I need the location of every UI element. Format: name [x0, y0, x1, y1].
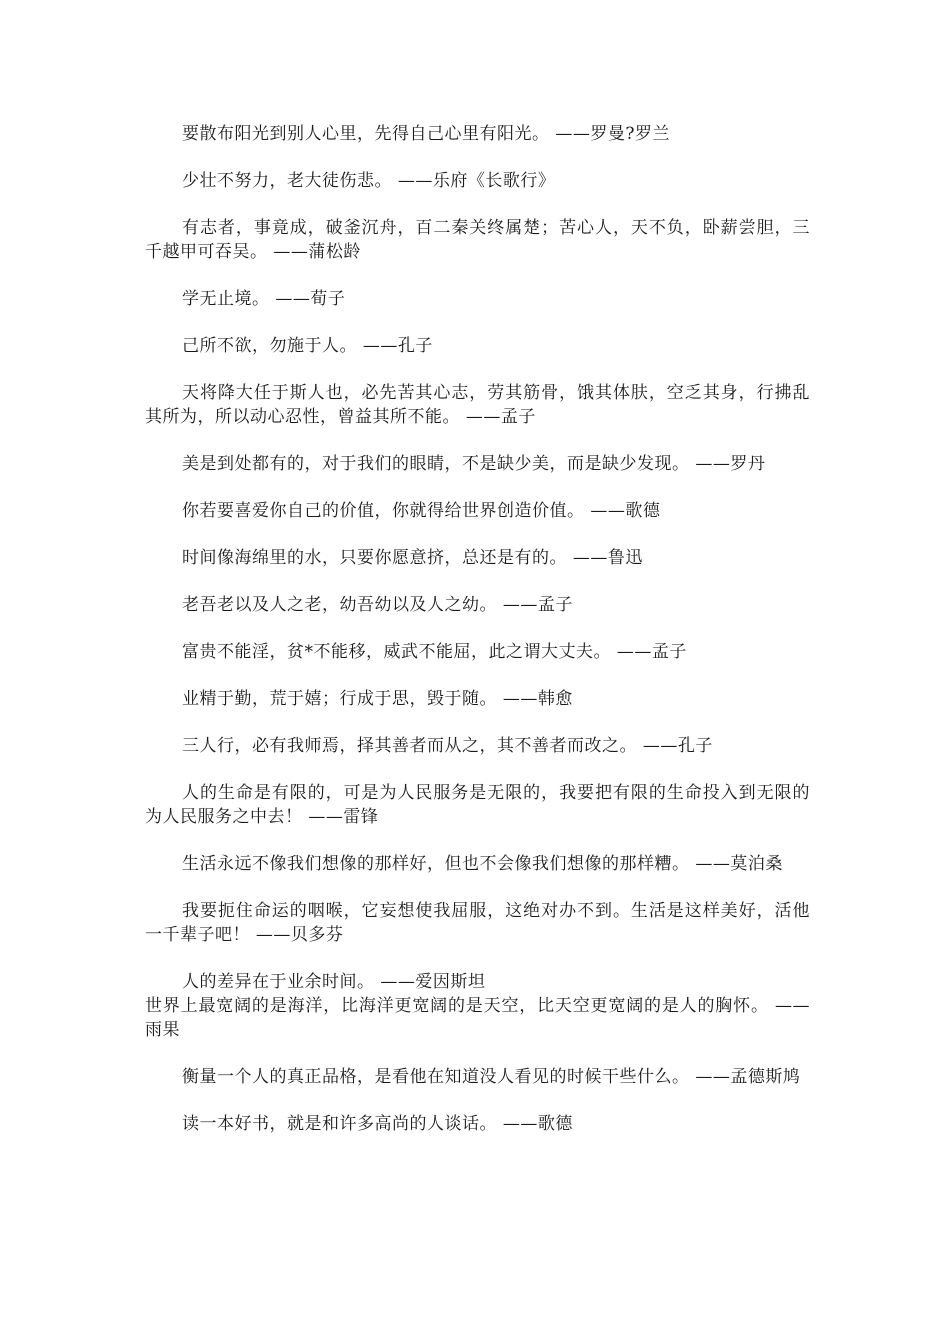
- quote-paragraph: 有志者，事竟成，破釜沉舟，百二秦关终属楚；苦心人，天不负，卧薪尝胆，三千越甲可吞吴。 ——蒲松龄: [145, 218, 810, 262]
- quote-paragraph: 人的差异在于业余时间。 ——爱因斯坦: [182, 972, 486, 992]
- quote-paragraph: 天将降大任于斯人也，必先苦其心志，劳其筋骨，饿其体肤，空乏其身，行拂乱其所为，所以动心忍性，曾益其所不能。 ——孟子: [145, 383, 810, 427]
- quote-paragraph: 衡量一个人的真正品格，是看他在知道没人看见的时候干些什么。 ——孟德斯鸠: [182, 1067, 801, 1087]
- quote-paragraph: 人的生命是有限的，可是为人民服务是无限的，我要把有限的生命投入到无限的为人民服务之中去！ ——雷锋: [145, 783, 810, 827]
- quote-paragraph: 业精于勤，荒于嬉；行成于思，毁于随。 ——韩愈: [182, 689, 573, 709]
- quote-paragraph: 读一本好书，就是和许多高尚的人谈话。 ——歌德: [182, 1114, 573, 1134]
- quote-paragraph: 时间像海绵里的水，只要你愿意挤，总还是有的。 ——鲁迅: [182, 548, 643, 568]
- quote-paragraph: 老吾老以及人之老，幼吾幼以及人之幼。 ——孟子: [182, 595, 573, 615]
- quote-paragraph: 富贵不能淫，贫*不能移，威武不能屈，此之谓大丈夫。 ——孟子: [182, 642, 687, 662]
- quote-paragraph: 少壮不努力，老大徒伤悲。 ——乐府《长歌行》: [182, 171, 556, 191]
- quote-paragraph: 世界上最宽阔的是海洋，比海洋更宽阔的是天空，比天空更宽阔的是人的胸怀。 ——雨果: [145, 996, 810, 1040]
- quote-paragraph: 我要扼住命运的咽喉，它妄想使我屈服，这绝对办不到。生活是这样美好，活他一千辈子吧！ ——贝多芬: [145, 901, 810, 945]
- quote-paragraph: 三人行，必有我师焉，择其善者而从之，其不善者而改之。 ——孔子: [182, 736, 713, 756]
- document-body: [145, 122, 810, 1159]
- quote-paragraph: 要散布阳光到别人心里，先得自己心里有阳光。 ——罗曼?罗兰: [182, 124, 671, 144]
- quote-paragraph: 生活永远不像我们想像的那样好，但也不会像我们想像的那样糟。 ——莫泊桑: [182, 854, 783, 874]
- quote-paragraph: 己所不欲，勿施于人。 ——孔子: [182, 336, 433, 356]
- quote-paragraph: 学无止境。 ——荀子: [182, 289, 346, 309]
- quote-paragraph: 你若要喜爱你自己的价值，你就得给世界创造价值。 ——歌德: [182, 501, 661, 521]
- quote-paragraph: 美是到处都有的，对于我们的眼睛，不是缺少美，而是缺少发现。 ——罗丹: [182, 454, 766, 474]
